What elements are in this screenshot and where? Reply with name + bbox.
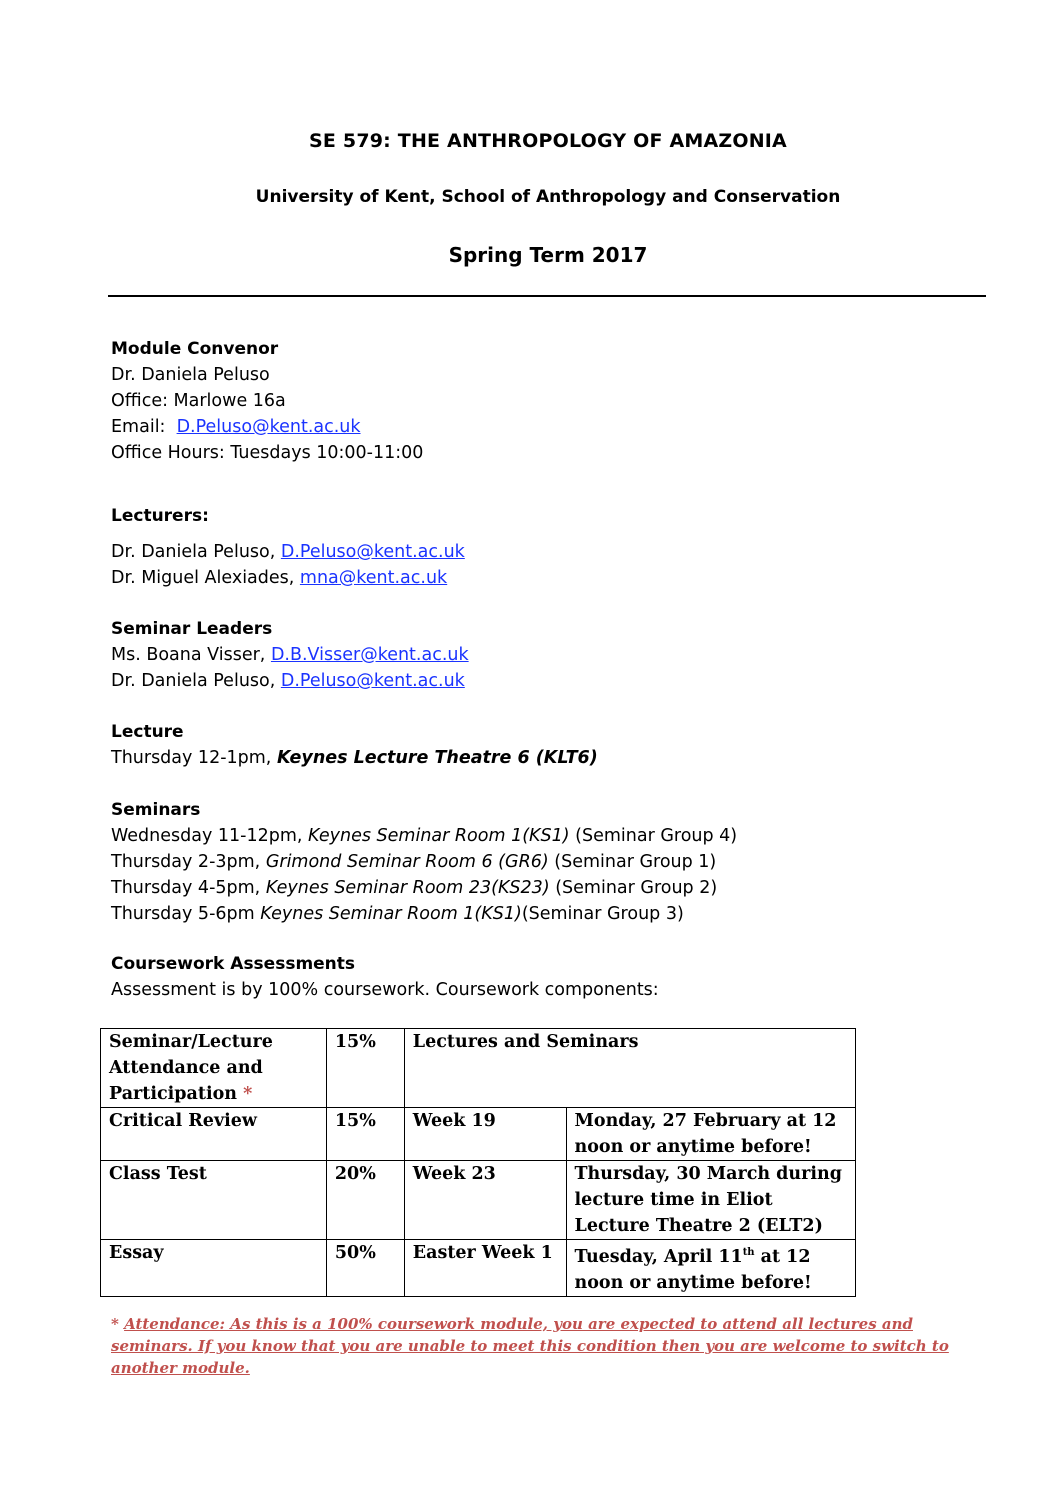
lecturers-section (111, 503, 465, 591)
seminars-section (111, 797, 737, 927)
deadline-text-rest: at 12 noon or anytime before! (574, 1246, 817, 1293)
lecturer-item (111, 539, 465, 565)
attendance-note (111, 1313, 991, 1379)
seminar-room: Keynes Seminar Room 1(KS1) (308, 826, 570, 846)
table-row (101, 1240, 856, 1297)
component-cell: Critical Review (101, 1108, 327, 1161)
deadline-cell: Thursday, 30 March during lecture time in Eliot Lecture Theatre 2 (ELT2) (566, 1161, 855, 1240)
convenor-office: Office: Marlowe 16a (111, 391, 286, 411)
coursework-intro: Assessment is by 100% coursework. Coursework components: (111, 980, 659, 1000)
lecturer-email-link[interactable]: mna@kent.ac.uk (299, 568, 448, 588)
seminar-time: Thursday 5-6pm (111, 904, 261, 924)
seminar-time: Thursday 4-5pm, (111, 878, 266, 898)
attendance-asterisk: * (237, 1084, 253, 1104)
lecture-location: Keynes Lecture Theatre 6 (KLT6) (276, 748, 598, 768)
lecturer-item (111, 565, 465, 591)
seminar-room: Keynes Seminar Room 1(KS1) (260, 904, 522, 924)
lecturer-name: Dr. Miguel Alexiades, (111, 568, 300, 588)
table-row (101, 1108, 856, 1161)
deadline-text: Tuesday, April 11 (574, 1246, 743, 1267)
seminar-leader-email-link[interactable]: D.Peluso@kent.ac.uk (280, 671, 465, 691)
weight-cell: 15% (326, 1029, 404, 1108)
convenor-heading: Module Convenor (111, 339, 279, 359)
week-cell: Week 23 (404, 1161, 566, 1240)
seminar-leader-item (111, 642, 469, 668)
seminar-time: Wednesday 11-12pm, (111, 826, 309, 846)
convenor-office-hours: Office Hours: Tuesdays 10:00-11:00 (111, 443, 424, 463)
seminar-leader-name: Dr. Daniela Peluso, (111, 671, 281, 691)
component-cell: Essay (101, 1240, 327, 1297)
seminar-leader-email-link[interactable]: D.B.Visser@kent.ac.uk (270, 645, 469, 665)
coursework-section (111, 951, 659, 1003)
note-asterisk: * (111, 1315, 125, 1333)
email-label: Email: (111, 417, 177, 437)
term-label: Spring Term 2017 (448, 243, 648, 267)
lecturer-email-link[interactable]: D.Peluso@kent.ac.uk (280, 542, 465, 562)
seminar-room: Keynes Seminar Room 23(KS23) (265, 878, 550, 898)
seminar-leaders-section (111, 616, 469, 694)
seminar-leader-name: Ms. Boana Visser, (111, 645, 271, 665)
deadline-cell: Monday, 27 February at 12 noon or anytime before! (566, 1108, 855, 1161)
convenor-email-line (111, 414, 423, 440)
note-text: Attendance: As this is a 100% coursework module, you are expected to attend all lectures and seminars. If you know that you are unable to meet this condition then you are welcome to switch to another module. (111, 1315, 949, 1377)
seminar-room: Grimond Seminar Room 6 (GR6) (265, 852, 549, 872)
seminar-time: Thursday 2-3pm, (111, 852, 266, 872)
seminar-item (111, 875, 737, 901)
week-cell: Week 19 (404, 1108, 566, 1161)
page-title: SE 579: THE ANTHROPOLOGY OF AMAZONIA (309, 130, 787, 152)
convenor-name: Dr. Daniela Peluso (111, 365, 270, 385)
header-divider (108, 295, 986, 297)
page-subtitle: University of Kent, School of Anthropology and Conservation (255, 187, 841, 207)
lecture-heading: Lecture (111, 722, 184, 742)
when-cell: Lectures and Seminars (404, 1029, 855, 1108)
deadline-superscript: th (742, 1247, 755, 1258)
seminar-group: (Seminar Group 2) (549, 878, 718, 898)
lecture-time: Thursday 12-1pm, (111, 748, 277, 768)
seminar-item (111, 823, 737, 849)
convenor-email-link[interactable]: D.Peluso@kent.ac.uk (176, 417, 361, 437)
seminar-leaders-heading: Seminar Leaders (111, 619, 273, 639)
table-row (101, 1161, 856, 1240)
seminar-item (111, 901, 737, 927)
seminars-heading: Seminars (111, 800, 201, 820)
seminar-group: (Seminar Group 4) (569, 826, 738, 846)
lecture-section (111, 719, 598, 771)
seminar-item (111, 849, 737, 875)
seminar-leader-item (111, 668, 469, 694)
assessment-table (100, 1028, 856, 1297)
week-cell: Easter Week 1 (404, 1240, 566, 1297)
convenor-section (111, 336, 423, 466)
weight-cell: 50% (326, 1240, 404, 1297)
deadline-cell (566, 1240, 855, 1297)
seminar-group: (Seminar Group 3) (521, 904, 684, 924)
component-cell: Class Test (101, 1161, 327, 1240)
lecture-line (111, 745, 598, 771)
weight-cell: 15% (326, 1108, 404, 1161)
weight-cell: 20% (326, 1161, 404, 1240)
component-label: Seminar/Lecture Attendance and Participation (109, 1032, 273, 1104)
seminar-group: (Seminar Group 1) (548, 852, 717, 872)
lecturers-heading: Lecturers: (111, 506, 209, 526)
component-cell (101, 1029, 327, 1108)
lecturer-name: Dr. Daniela Peluso, (111, 542, 281, 562)
coursework-heading: Coursework Assessments (111, 954, 356, 974)
table-row (101, 1029, 856, 1108)
